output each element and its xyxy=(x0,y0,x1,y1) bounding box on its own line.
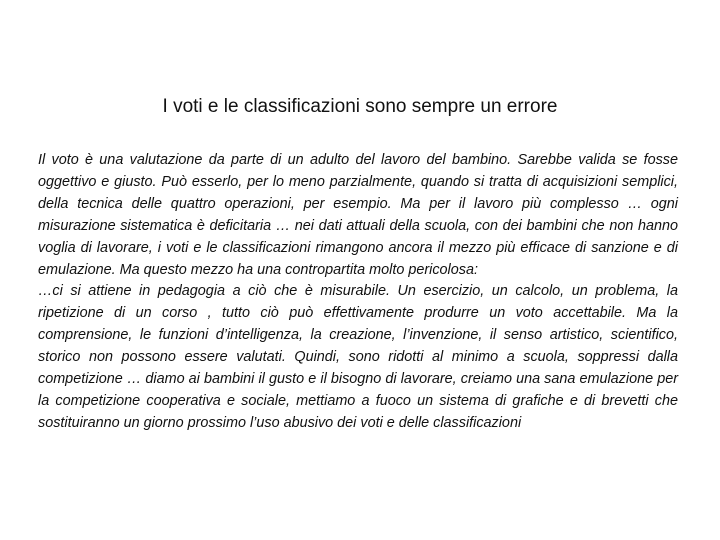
slide-body xyxy=(38,150,678,435)
slide-title: I voti e le classificazioni sono sempre un errore xyxy=(162,96,558,117)
body-paragraph: Il voto è una valutazione da parte di un adulto del lavoro del bambino. Sarebbe valida se fosse oggettivo e giusto. Può esserlo, per lo meno parzialmente, quando si tratta di acquisizioni semplici, della tecnica delle quattro operazioni, per esempio. Ma per il lavoro più complesso … ogni misurazione sistematica è deficitaria … nei dati attuali della scuola, con dei bambini che non hanno voglia di lavorare, i voti e le classificazioni rimangono ancora il mezzo più efficace di sanzione e di emulazione. Ma questo mezzo ha una contropartita molto pericolosa: xyxy=(38,152,678,278)
body-paragraph: …ci si attiene in pedagogia a ciò che è misurabile. Un esercizio, un calcolo, un problema, la ripetizione di un corso , tutto ciò può effettivamente produrre un voto accettabile. Ma la comprensione, le funzioni d’intelligenza, la creazione, l’invenzione, il senso artistico, scientifico, storico non possono essere valutati. Quindi, sono ridotti al minimo a scuola, soppressi dalla competizione … diamo ai bambini il gusto e il bisogno di lavorare, creiamo una sana emulazione per la competizione cooperativa e sociale, mettiamo a fuoco un sistema di grafiche e di brevetti che sostituiranno un giorno prossimo l’uso abusivo dei voti e delle classificazioni xyxy=(38,283,678,431)
